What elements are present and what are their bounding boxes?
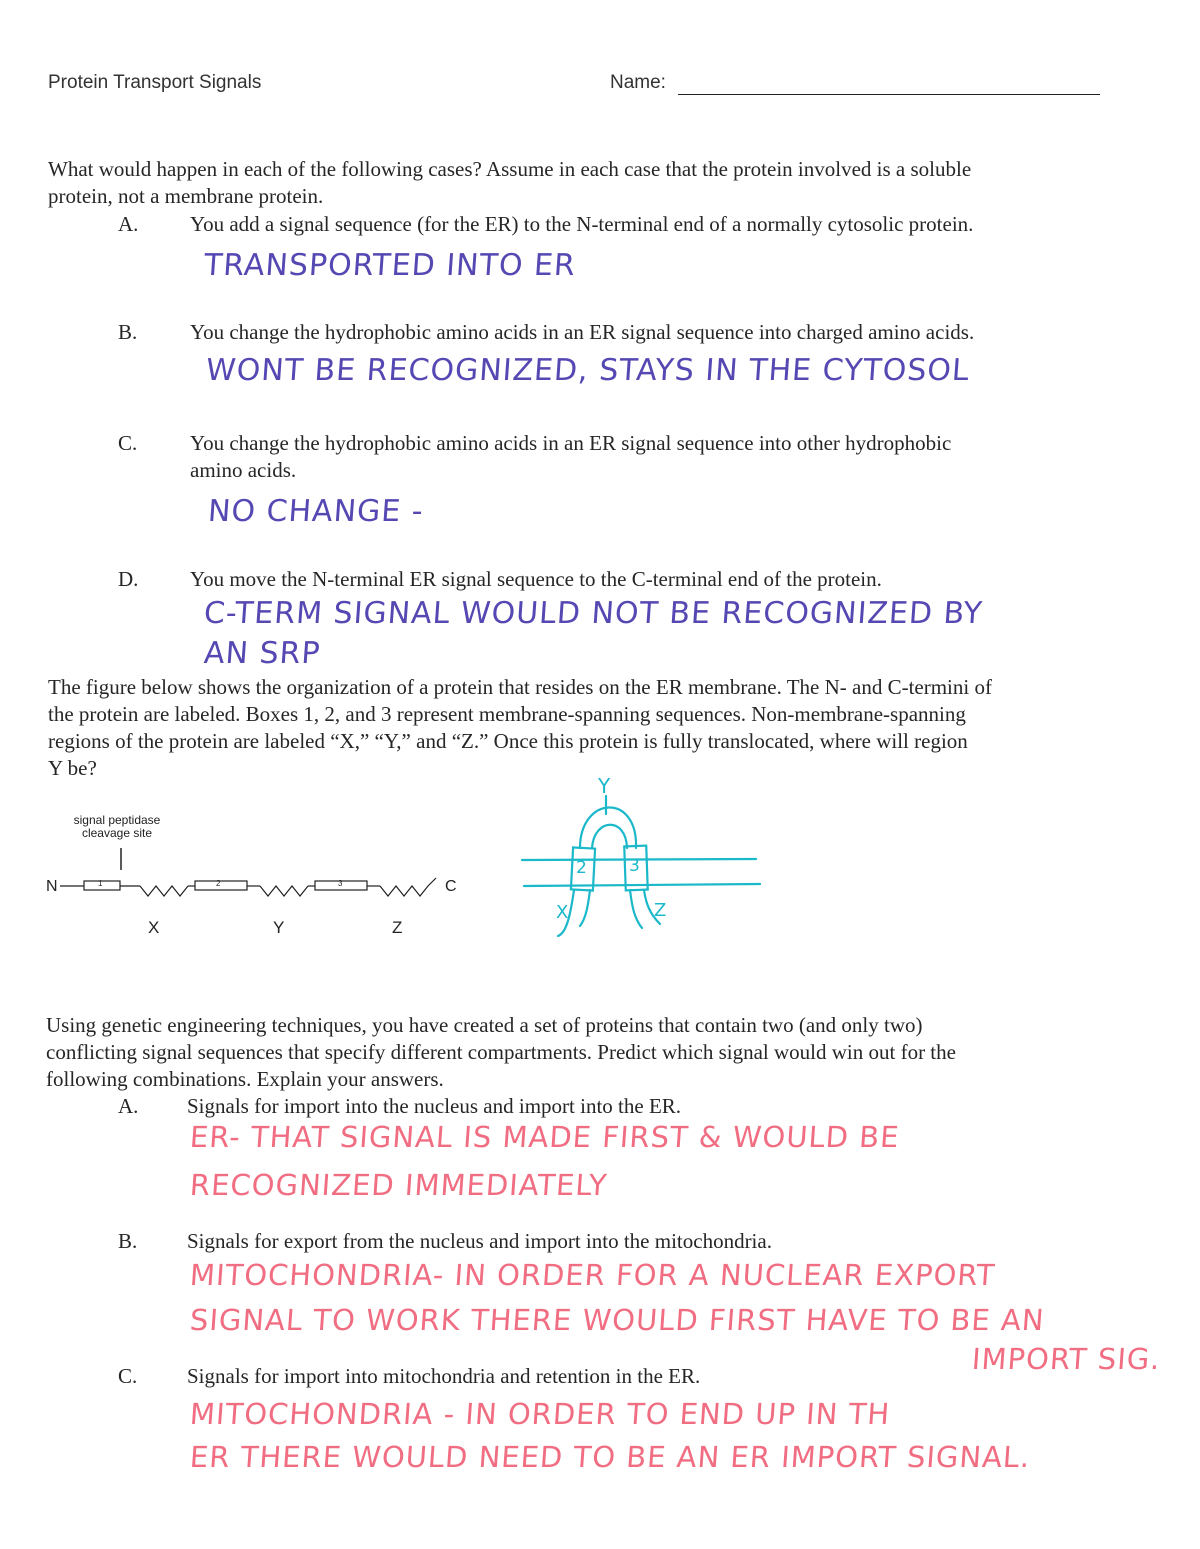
sketch-y-label: Y <box>598 774 611 798</box>
question-letter: A. <box>118 1094 139 1118</box>
question-text: Signals for import into mitochondria and retention in the ER. <box>187 1364 701 1388</box>
section2-line: Y be? <box>48 756 97 780</box>
page-title: Protein Transport Signals <box>48 72 262 93</box>
handwritten-answer: IMPORT SIG. <box>970 1342 1162 1376</box>
protein-topology-figure <box>40 810 480 950</box>
box-2-label: 2 <box>216 879 221 888</box>
question-text: amino acids. <box>190 458 297 482</box>
region-x-label: X <box>148 918 160 937</box>
handwritten-answer: C-TERM SIGNAL WOULD NOT BE RECOGNIZED BY <box>202 596 985 631</box>
question-letter: A. <box>118 212 139 236</box>
handwritten-answer: MITOCHONDRIA- IN ORDER FOR A NUCLEAR EXPORT <box>188 1258 997 1292</box>
section2-line: regions of the protein are labeled “X,” “Y,” and “Z.” Once this protein is fully translocated, where will region <box>48 729 968 753</box>
cleavage-label-line2: cleavage site <box>81 826 153 840</box>
handwritten-answer: SIGNAL TO WORK THERE WOULD FIRST HAVE TO BE AN <box>188 1303 1046 1337</box>
region-z-label: Z <box>392 918 403 937</box>
handwritten-answer: MITOCHONDRIA - IN ORDER TO END UP IN TH <box>188 1397 892 1431</box>
question-text: You add a signal sequence (for the ER) to the N-terminal end of a normally cytosolic protein. <box>190 212 974 236</box>
region-y-label: Y <box>273 918 285 937</box>
question-letter: C. <box>118 431 138 455</box>
question-text: Signals for export from the nucleus and import into the mitochondria. <box>187 1229 772 1253</box>
handwritten-answer: RECOGNIZED IMMEDIATELY <box>188 1168 609 1202</box>
cleavage-label-line1: signal peptidase <box>73 813 161 827</box>
handwritten-answer: ER THERE WOULD NEED TO BE AN ER IMPORT SIGNAL. <box>188 1440 1032 1474</box>
question-text: You change the hydrophobic amino acids in an ER signal sequence into other hydrophobic <box>190 431 952 455</box>
section3-intro-line: conflicting signal sequences that specify different compartments. Predict which signal would win out for the <box>46 1040 956 1064</box>
question-text: Signals for import into the nucleus and import into the ER. <box>187 1094 682 1118</box>
section2-line: The figure below shows the organization of a protein that resides on the ER membrane. The N- and C-termini of <box>48 675 992 699</box>
sketch-x-label: X <box>556 902 569 923</box>
section1-intro-line2: protein, not a membrane protein. <box>48 184 324 208</box>
protein-linear-diagram <box>40 810 480 950</box>
sketch-z-label: Z <box>654 900 667 921</box>
membrane-sketch <box>510 774 770 948</box>
question-text: You move the N-terminal ER signal sequence to the C-terminal end of the protein. <box>190 567 882 591</box>
c-terminus-label: C <box>445 878 457 895</box>
section2-line: the protein are labeled. Boxes 1, 2, and 3 represent membrane-spanning sequences. Non-membrane-spanning <box>48 702 966 726</box>
box-1-label: 1 <box>98 879 103 888</box>
question-letter: D. <box>118 567 139 591</box>
handwritten-answer: ER- THAT SIGNAL IS MADE FIRST & WOULD BE <box>188 1120 901 1154</box>
sketch-box-2-label: 2 <box>576 858 587 878</box>
section1-intro-line1: What would happen in each of the following cases? Assume in each case that the protein involved is a soluble <box>48 157 972 181</box>
membrane-sketch-drawing <box>510 778 770 948</box>
name-label: Name: <box>610 72 666 93</box>
handwritten-answer: NO CHANGE - <box>206 494 425 529</box>
n-terminus-label: N <box>46 878 58 895</box>
sketch-box-3-label: 3 <box>629 856 640 876</box>
handwritten-answer: TRANSPORTED INTO ER <box>202 248 578 283</box>
section3-intro-line: Using genetic engineering techniques, you have created a set of proteins that contain two (and only two) <box>46 1013 923 1037</box>
name-field[interactable] <box>678 74 1100 95</box>
question-text: You change the hydrophobic amino acids in an ER signal sequence into charged amino acids. <box>190 320 975 344</box>
handwritten-answer: WONT BE RECOGNIZED, STAYS IN THE CYTOSOL <box>204 353 971 388</box>
box-3-label: 3 <box>338 879 343 888</box>
question-letter: C. <box>118 1364 138 1388</box>
section3-intro-line: following combinations. Explain your answers. <box>46 1067 444 1091</box>
question-letter: B. <box>118 1229 138 1253</box>
question-letter: B. <box>118 320 138 344</box>
handwritten-answer: AN SRP <box>202 636 322 671</box>
